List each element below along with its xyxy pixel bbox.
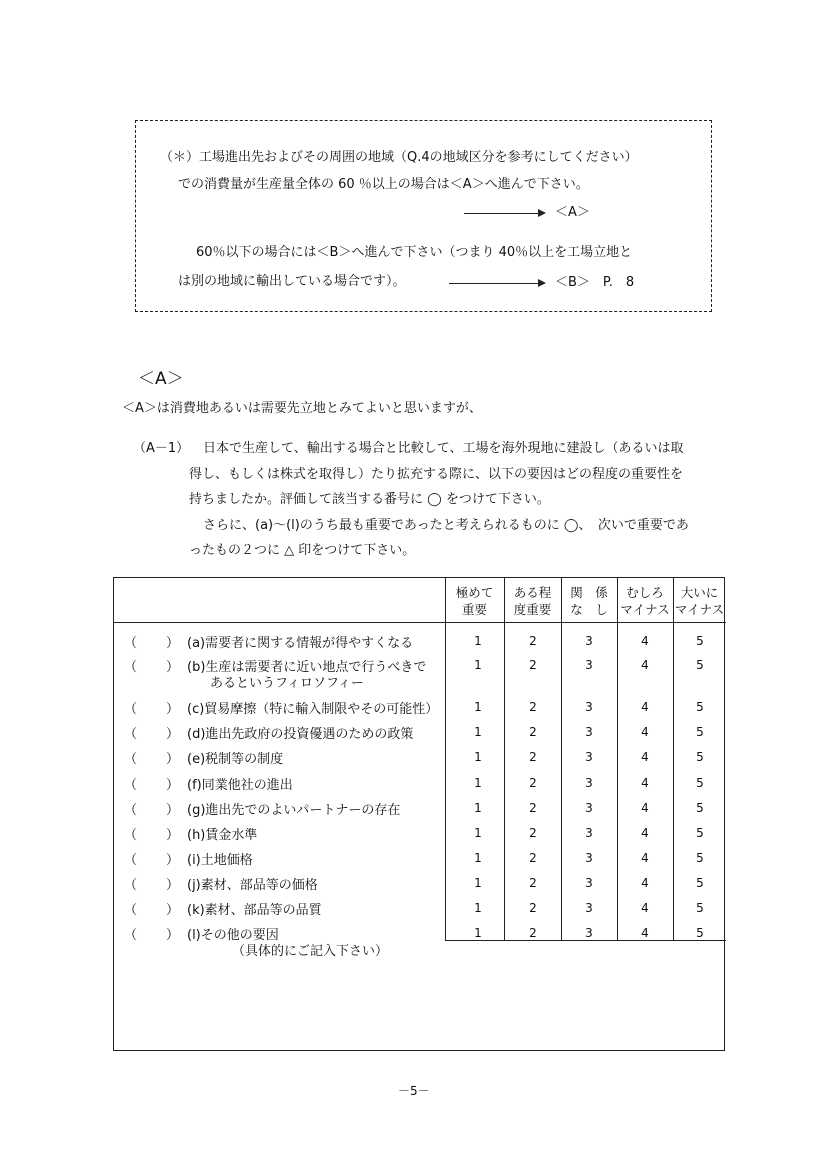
scale-option-3[interactable]: 3 <box>585 725 593 739</box>
header-somewhat-important: ある程 度重要 <box>513 585 552 617</box>
other-factor-note: （具体的にご記入下さい） <box>232 944 389 959</box>
table-row <box>114 744 726 769</box>
scale-option-3[interactable]: 3 <box>585 634 593 648</box>
question-label: （A－1） <box>133 441 190 456</box>
factor-label: (d)進出先政府の投資優遇のための政策 <box>187 727 414 742</box>
note-target-b: ＜B＞ P. 8 <box>555 275 635 290</box>
scale-option-3[interactable]: 3 <box>585 750 593 764</box>
rank-mark-close: ） <box>166 727 180 742</box>
scale-option-2[interactable]: 2 <box>529 876 537 890</box>
table-row <box>114 694 726 719</box>
scale-option-2[interactable]: 2 <box>529 658 537 672</box>
scale-option-5[interactable]: 5 <box>696 901 704 915</box>
scale-option-1[interactable]: 1 <box>474 700 482 714</box>
scale-option-5[interactable]: 5 <box>696 801 704 815</box>
factor-label: (h)賃金水準 <box>187 828 258 843</box>
scale-option-2[interactable]: 2 <box>529 926 537 940</box>
scale-option-5[interactable]: 5 <box>696 634 704 648</box>
arrow-to-a <box>464 213 544 214</box>
note-target-a: ＜A＞ <box>555 205 590 220</box>
scale-option-1[interactable]: 1 <box>474 901 482 915</box>
factor-label: (j)素材、部品等の価格 <box>187 878 318 893</box>
rank-mark-close: ） <box>166 752 180 767</box>
rank-mark-open[interactable]: （ <box>124 778 138 793</box>
scale-option-1[interactable]: 1 <box>474 725 482 739</box>
scale-option-5[interactable]: 5 <box>696 876 704 890</box>
factor-label: (g)進出先でのよいパートナーの存在 <box>187 803 401 818</box>
factor-label: (c)貿易摩擦（特に輸入制限やその可能性） <box>187 702 439 717</box>
rank-mark-close: ） <box>166 828 180 843</box>
factor-label-continued: あるというフィロソフィー <box>210 676 364 691</box>
rank-mark-close: ） <box>166 778 180 793</box>
question-line-3: 持ちましたか。評価して該当する番号に ◯ をつけて下さい。 <box>189 492 550 507</box>
section-heading-a: ＜A＞ <box>138 369 184 389</box>
scale-option-1[interactable]: 1 <box>474 750 482 764</box>
note-line-4: は別の地域に輸出している場合です）。 <box>178 274 406 289</box>
question-line-2: 得し、もしくは株式を取得し）たり拡充する際に、以下の要因はどの程度の重要性を <box>189 467 684 482</box>
scale-option-2[interactable]: 2 <box>529 725 537 739</box>
scale-option-1[interactable]: 1 <box>474 776 482 790</box>
rank-mark-open[interactable]: （ <box>124 636 138 651</box>
table-row <box>114 920 726 945</box>
header-not-relevant: 関 係 な し <box>570 585 608 617</box>
scale-option-1[interactable]: 1 <box>474 801 482 815</box>
scale-option-3[interactable]: 3 <box>585 901 593 915</box>
rank-mark-close: ） <box>166 702 180 717</box>
scale-option-3[interactable]: 3 <box>585 926 593 940</box>
scale-option-1[interactable]: 1 <box>474 851 482 865</box>
rank-mark-open[interactable]: （ <box>124 928 138 943</box>
rank-mark-open[interactable]: （ <box>124 828 138 843</box>
table-row <box>114 719 726 744</box>
scale-option-5[interactable]: 5 <box>696 658 704 672</box>
rank-mark-open[interactable]: （ <box>124 702 138 717</box>
scale-option-2[interactable]: 2 <box>529 826 537 840</box>
scale-option-2[interactable]: 2 <box>529 851 537 865</box>
scale-option-5[interactable]: 5 <box>696 725 704 739</box>
scale-option-4[interactable]: 4 <box>641 826 649 840</box>
rank-mark-close: ） <box>166 803 180 818</box>
question-line-1: 日本で生産して、輸出する場合と比較して、工場を海外現地に建設し（あるいは取 <box>203 441 684 456</box>
factor-label: (a)需要者に関する情報が得やすくなる <box>187 636 414 651</box>
scale-option-1[interactable]: 1 <box>474 658 482 672</box>
section-intro: ＜A＞は消費地あるいは需要先立地とみてよいと思いますが、 <box>122 401 482 416</box>
scale-option-4[interactable]: 4 <box>641 658 649 672</box>
rank-mark-open[interactable]: （ <box>124 803 138 818</box>
page-number: －5－ <box>398 1084 430 1098</box>
scale-option-4[interactable]: 4 <box>641 801 649 815</box>
scale-option-2[interactable]: 2 <box>529 700 537 714</box>
scale-option-4[interactable]: 4 <box>641 851 649 865</box>
factor-label: (l)その他の要因 <box>187 928 279 943</box>
scale-option-4[interactable]: 4 <box>641 901 649 915</box>
scale-option-5[interactable]: 5 <box>696 750 704 764</box>
arrow-to-b <box>449 283 544 284</box>
table-row <box>114 895 726 920</box>
scale-option-3[interactable]: 3 <box>585 658 593 672</box>
scale-option-2[interactable]: 2 <box>529 750 537 764</box>
scale-option-4[interactable]: 4 <box>641 776 649 790</box>
rank-mark-open[interactable]: （ <box>124 752 138 767</box>
rating-table <box>113 577 725 1051</box>
header-very-important: 極めて 重要 <box>455 585 494 617</box>
rank-mark-close: ） <box>166 928 180 943</box>
header-very-negative: 大いに マイナス <box>674 585 725 617</box>
table-row <box>114 628 726 653</box>
rank-mark-open[interactable]: （ <box>124 727 138 742</box>
header-rather-negative: むしろ マイナス <box>620 585 670 617</box>
scale-option-4[interactable]: 4 <box>641 750 649 764</box>
factor-label: (k)素材、部品等の品質 <box>187 903 322 918</box>
rank-mark-open[interactable]: （ <box>124 853 138 868</box>
note-line-3: 60％以下の場合には＜B＞へ進んで下さい（つまり 40％以上を工場立地と <box>196 245 633 260</box>
scale-option-5[interactable]: 5 <box>696 826 704 840</box>
rank-mark-close: ） <box>166 878 180 893</box>
rank-mark-open[interactable]: （ <box>124 878 138 893</box>
scale-option-2[interactable]: 2 <box>529 901 537 915</box>
scale-option-4[interactable]: 4 <box>641 876 649 890</box>
question-line-5: ったもの２つに △ 印をつけて下さい。 <box>189 543 416 558</box>
rank-mark-close: ） <box>166 660 180 675</box>
scale-option-5[interactable]: 5 <box>696 851 704 865</box>
scale-option-3[interactable]: 3 <box>585 776 593 790</box>
scale-option-2[interactable]: 2 <box>529 776 537 790</box>
scale-option-4[interactable]: 4 <box>641 926 649 940</box>
rank-mark-close: ） <box>166 903 180 918</box>
table-row <box>114 870 726 895</box>
scale-option-2[interactable]: 2 <box>529 801 537 815</box>
table-row <box>114 845 726 870</box>
note-line-1: （＊）工場進出先およびその周囲の地域（Q.4の地域区分を参考にしてください） <box>160 150 638 165</box>
rank-mark-close: ） <box>166 636 180 651</box>
rank-mark-open[interactable]: （ <box>124 903 138 918</box>
table-row <box>114 770 726 795</box>
factor-label: (e)税制等の制度 <box>187 752 284 767</box>
note-line-2: での消費量が生産量全体の 60 ％以上の場合は＜A＞へ進んで下さい。 <box>178 177 589 192</box>
scale-option-4[interactable]: 4 <box>641 700 649 714</box>
factor-label: (f)同業他社の進出 <box>187 778 293 793</box>
scale-option-3[interactable]: 3 <box>585 876 593 890</box>
scale-option-3[interactable]: 3 <box>585 826 593 840</box>
scale-option-3[interactable]: 3 <box>585 700 593 714</box>
question-line-4: さらに、(a)〜(l)のうち最も重要であったと考えられるものに ◯、 次いで重要であ <box>203 518 689 533</box>
scale-option-5[interactable]: 5 <box>696 700 704 714</box>
scale-option-4[interactable]: 4 <box>641 725 649 739</box>
table-row <box>114 820 726 845</box>
factor-label: (b)生産は需要者に近い地点で行うべきで <box>187 660 427 675</box>
rank-mark-open[interactable]: （ <box>124 660 138 675</box>
table-row <box>114 652 726 691</box>
scale-option-1[interactable]: 1 <box>474 634 482 648</box>
rank-mark-close: ） <box>166 853 180 868</box>
scale-option-1[interactable]: 1 <box>474 876 482 890</box>
scale-option-3[interactable]: 3 <box>585 851 593 865</box>
scale-option-5[interactable]: 5 <box>696 776 704 790</box>
scale-option-3[interactable]: 3 <box>585 801 593 815</box>
scale-option-2[interactable]: 2 <box>529 634 537 648</box>
scale-option-1[interactable]: 1 <box>474 826 482 840</box>
scale-option-4[interactable]: 4 <box>641 634 649 648</box>
table-row <box>114 795 726 820</box>
scale-option-1[interactable]: 1 <box>474 926 482 940</box>
factor-label: (i)土地価格 <box>187 853 253 868</box>
scale-option-5[interactable]: 5 <box>696 926 704 940</box>
